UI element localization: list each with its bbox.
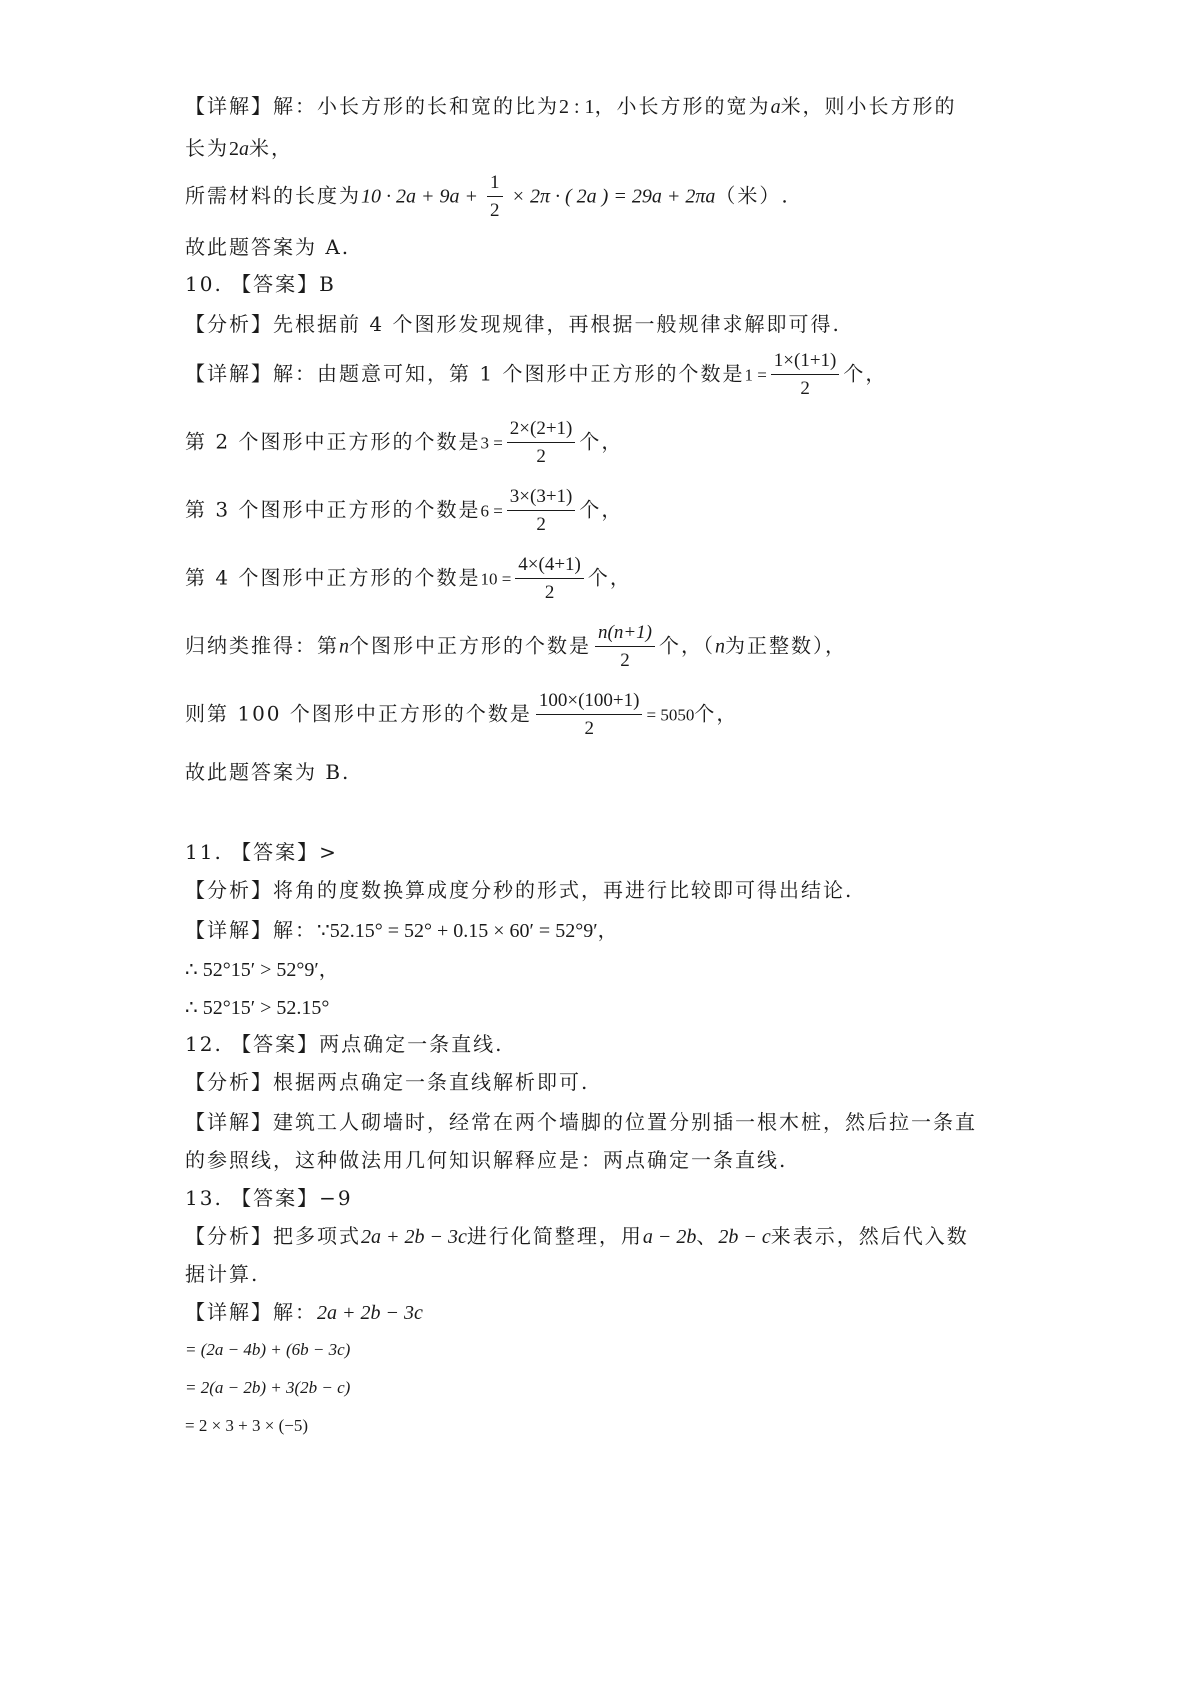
text: ， xyxy=(597,918,620,942)
text: 所需材料的长度为 xyxy=(185,183,361,208)
fraction-denominator: 2 xyxy=(536,446,546,467)
formula: × 2π · ( 2a ) = 29a + 2πa xyxy=(506,185,716,208)
fraction xyxy=(487,172,503,222)
q9-conclusion: 故此题答案为 A. xyxy=(185,235,351,259)
q12-answer: 12. 【答案】两点确定一条直线. xyxy=(185,1032,504,1056)
q13-step1: = (2a − 4b) + (6b − 3c) xyxy=(185,1340,351,1359)
formula: 6 = xyxy=(480,501,503,521)
ratio: 2 : 1 xyxy=(559,96,595,118)
fraction-numerator: 2×(2+1) xyxy=(507,418,576,443)
text: 则第 100 个图形中正方形的个数是 xyxy=(185,701,532,726)
formula: a − 2b xyxy=(642,1226,697,1248)
text: 进行化简整理，用 xyxy=(466,1224,643,1248)
variable: n xyxy=(714,635,725,658)
q13-answer: 13. 【答案】−9 xyxy=(185,1186,353,1210)
q9-detail-line3 xyxy=(185,172,790,222)
fraction-numerator: 1×(1+1) xyxy=(771,350,840,375)
q13-analysis-line1 xyxy=(185,1222,969,1251)
text: 【分析】把多项式 xyxy=(185,1224,361,1248)
formula: = 5050 xyxy=(646,705,695,725)
fraction-denominator: 2 xyxy=(584,718,594,739)
q11-detail-line2: ∴ 52°15′ > 52°9′， xyxy=(185,959,339,981)
text: 【详解】解：由题意可知，第 1 个图形中正方形的个数是 xyxy=(185,361,745,386)
fraction xyxy=(595,622,655,672)
formula: 10 = xyxy=(480,569,512,589)
formula: 3 = xyxy=(480,433,503,453)
fraction-denominator: 2 xyxy=(620,650,630,671)
q10-detail-line4 xyxy=(185,554,632,604)
formula: ∵52.15° = 52° + 0.15 × 60′ = 52°9′ xyxy=(317,920,598,942)
q13-detail-line1 xyxy=(185,1298,423,1327)
text: 米， xyxy=(249,136,293,160)
text: 第 2 个图形中正方形的个数是 xyxy=(185,429,481,454)
q10-detail-line2 xyxy=(185,418,623,468)
fraction-denominator: 2 xyxy=(536,514,546,535)
fraction xyxy=(507,486,576,536)
text: 米，则小长方形的 xyxy=(780,94,957,118)
text: 个， xyxy=(579,429,624,454)
text: 个，（ xyxy=(658,633,715,658)
fraction xyxy=(507,418,576,468)
text: 归纳类推得：第 xyxy=(185,633,339,658)
q10-detail-line5 xyxy=(185,622,847,672)
q10-analysis: 【分析】先根据前 4 个图形发现规律，再根据一般规律求解即可得. xyxy=(185,312,841,336)
fraction xyxy=(515,554,584,604)
q11-detail-line3: ∴ 52°15′ > 52.15° xyxy=(185,997,330,1019)
formula: 1 = xyxy=(744,365,767,385)
fraction-numerator: 1 xyxy=(487,172,503,197)
number: 2 xyxy=(229,138,239,160)
text: （米）. xyxy=(715,183,790,208)
q10-conclusion: 故此题答案为 B. xyxy=(185,760,351,784)
q10-answer: 10. 【答案】B xyxy=(185,272,336,296)
variable: n xyxy=(339,635,349,658)
text: 长为 xyxy=(185,136,229,160)
text: 个图形中正方形的个数是 xyxy=(349,633,591,658)
text: 【详解】解：小长方形的长和宽的比为 xyxy=(185,94,559,118)
fraction-denominator: 2 xyxy=(544,582,555,603)
text: 第 4 个图形中正方形的个数是 xyxy=(185,565,481,590)
formula: 2b − c xyxy=(718,1226,771,1248)
q11-answer: 11. 【答案】> xyxy=(185,840,338,864)
fraction-denominator: 2 xyxy=(800,378,810,399)
fraction-numerator: 3×(3+1) xyxy=(507,486,576,511)
fraction xyxy=(771,350,840,400)
q9-detail-line1 xyxy=(185,92,957,121)
q10-detail-line3 xyxy=(185,486,623,536)
formula: 10 · 2a + 9a + xyxy=(361,185,483,208)
q9-detail-line2 xyxy=(185,134,293,163)
text: 来表示，然后代入数 xyxy=(770,1224,969,1248)
formula: 2a + 2b − 3c xyxy=(317,1302,423,1324)
q11-analysis: 【分析】将角的度数换算成度分秒的形式，再进行比较即可得出结论. xyxy=(185,878,854,902)
text: 第 3 个图形中正方形的个数是 xyxy=(185,497,481,522)
q11-detail-line1 xyxy=(185,916,620,945)
fraction-numerator: 100×(100+1) xyxy=(536,690,643,715)
q12-detail-line2: 的参照线，这种做法用几何知识解释应是：两点确定一条直线. xyxy=(185,1148,788,1172)
fraction-numerator: n(n+1) xyxy=(595,622,655,647)
variable: a xyxy=(770,96,781,118)
text: 个， xyxy=(694,701,739,726)
q12-analysis: 【分析】根据两点确定一条直线解析即可. xyxy=(185,1070,590,1094)
fraction xyxy=(536,690,643,740)
text: 个， xyxy=(579,497,624,522)
q13-step2: = 2(a − 2b) + 3(2b − c) xyxy=(185,1378,351,1397)
fraction-numerator: 4×(4+1) xyxy=(515,554,584,579)
text: 个， xyxy=(587,565,632,590)
text: 个， xyxy=(843,361,888,386)
q12-detail-line1: 【详解】建筑工人砌墙时，经常在两个墙脚的位置分别插一根木桩，然后拉一条直 xyxy=(185,1110,977,1134)
text: 、 xyxy=(696,1224,719,1248)
fraction-denominator: 2 xyxy=(490,200,500,221)
formula: 2a + 2b − 3c xyxy=(361,1226,467,1248)
variable: a xyxy=(239,138,249,160)
text: 【详解】解： xyxy=(185,918,317,942)
q10-detail-line6 xyxy=(185,690,738,740)
q13-step3: = 2 × 3 + 3 × (−5) xyxy=(185,1416,309,1435)
q13-analysis-line2: 据计算. xyxy=(185,1262,260,1286)
q10-detail-line1 xyxy=(185,350,887,400)
text: 为正整数）， xyxy=(724,633,847,658)
text: 【详解】解： xyxy=(185,1300,317,1324)
text: ，小长方形的宽为 xyxy=(594,94,771,118)
